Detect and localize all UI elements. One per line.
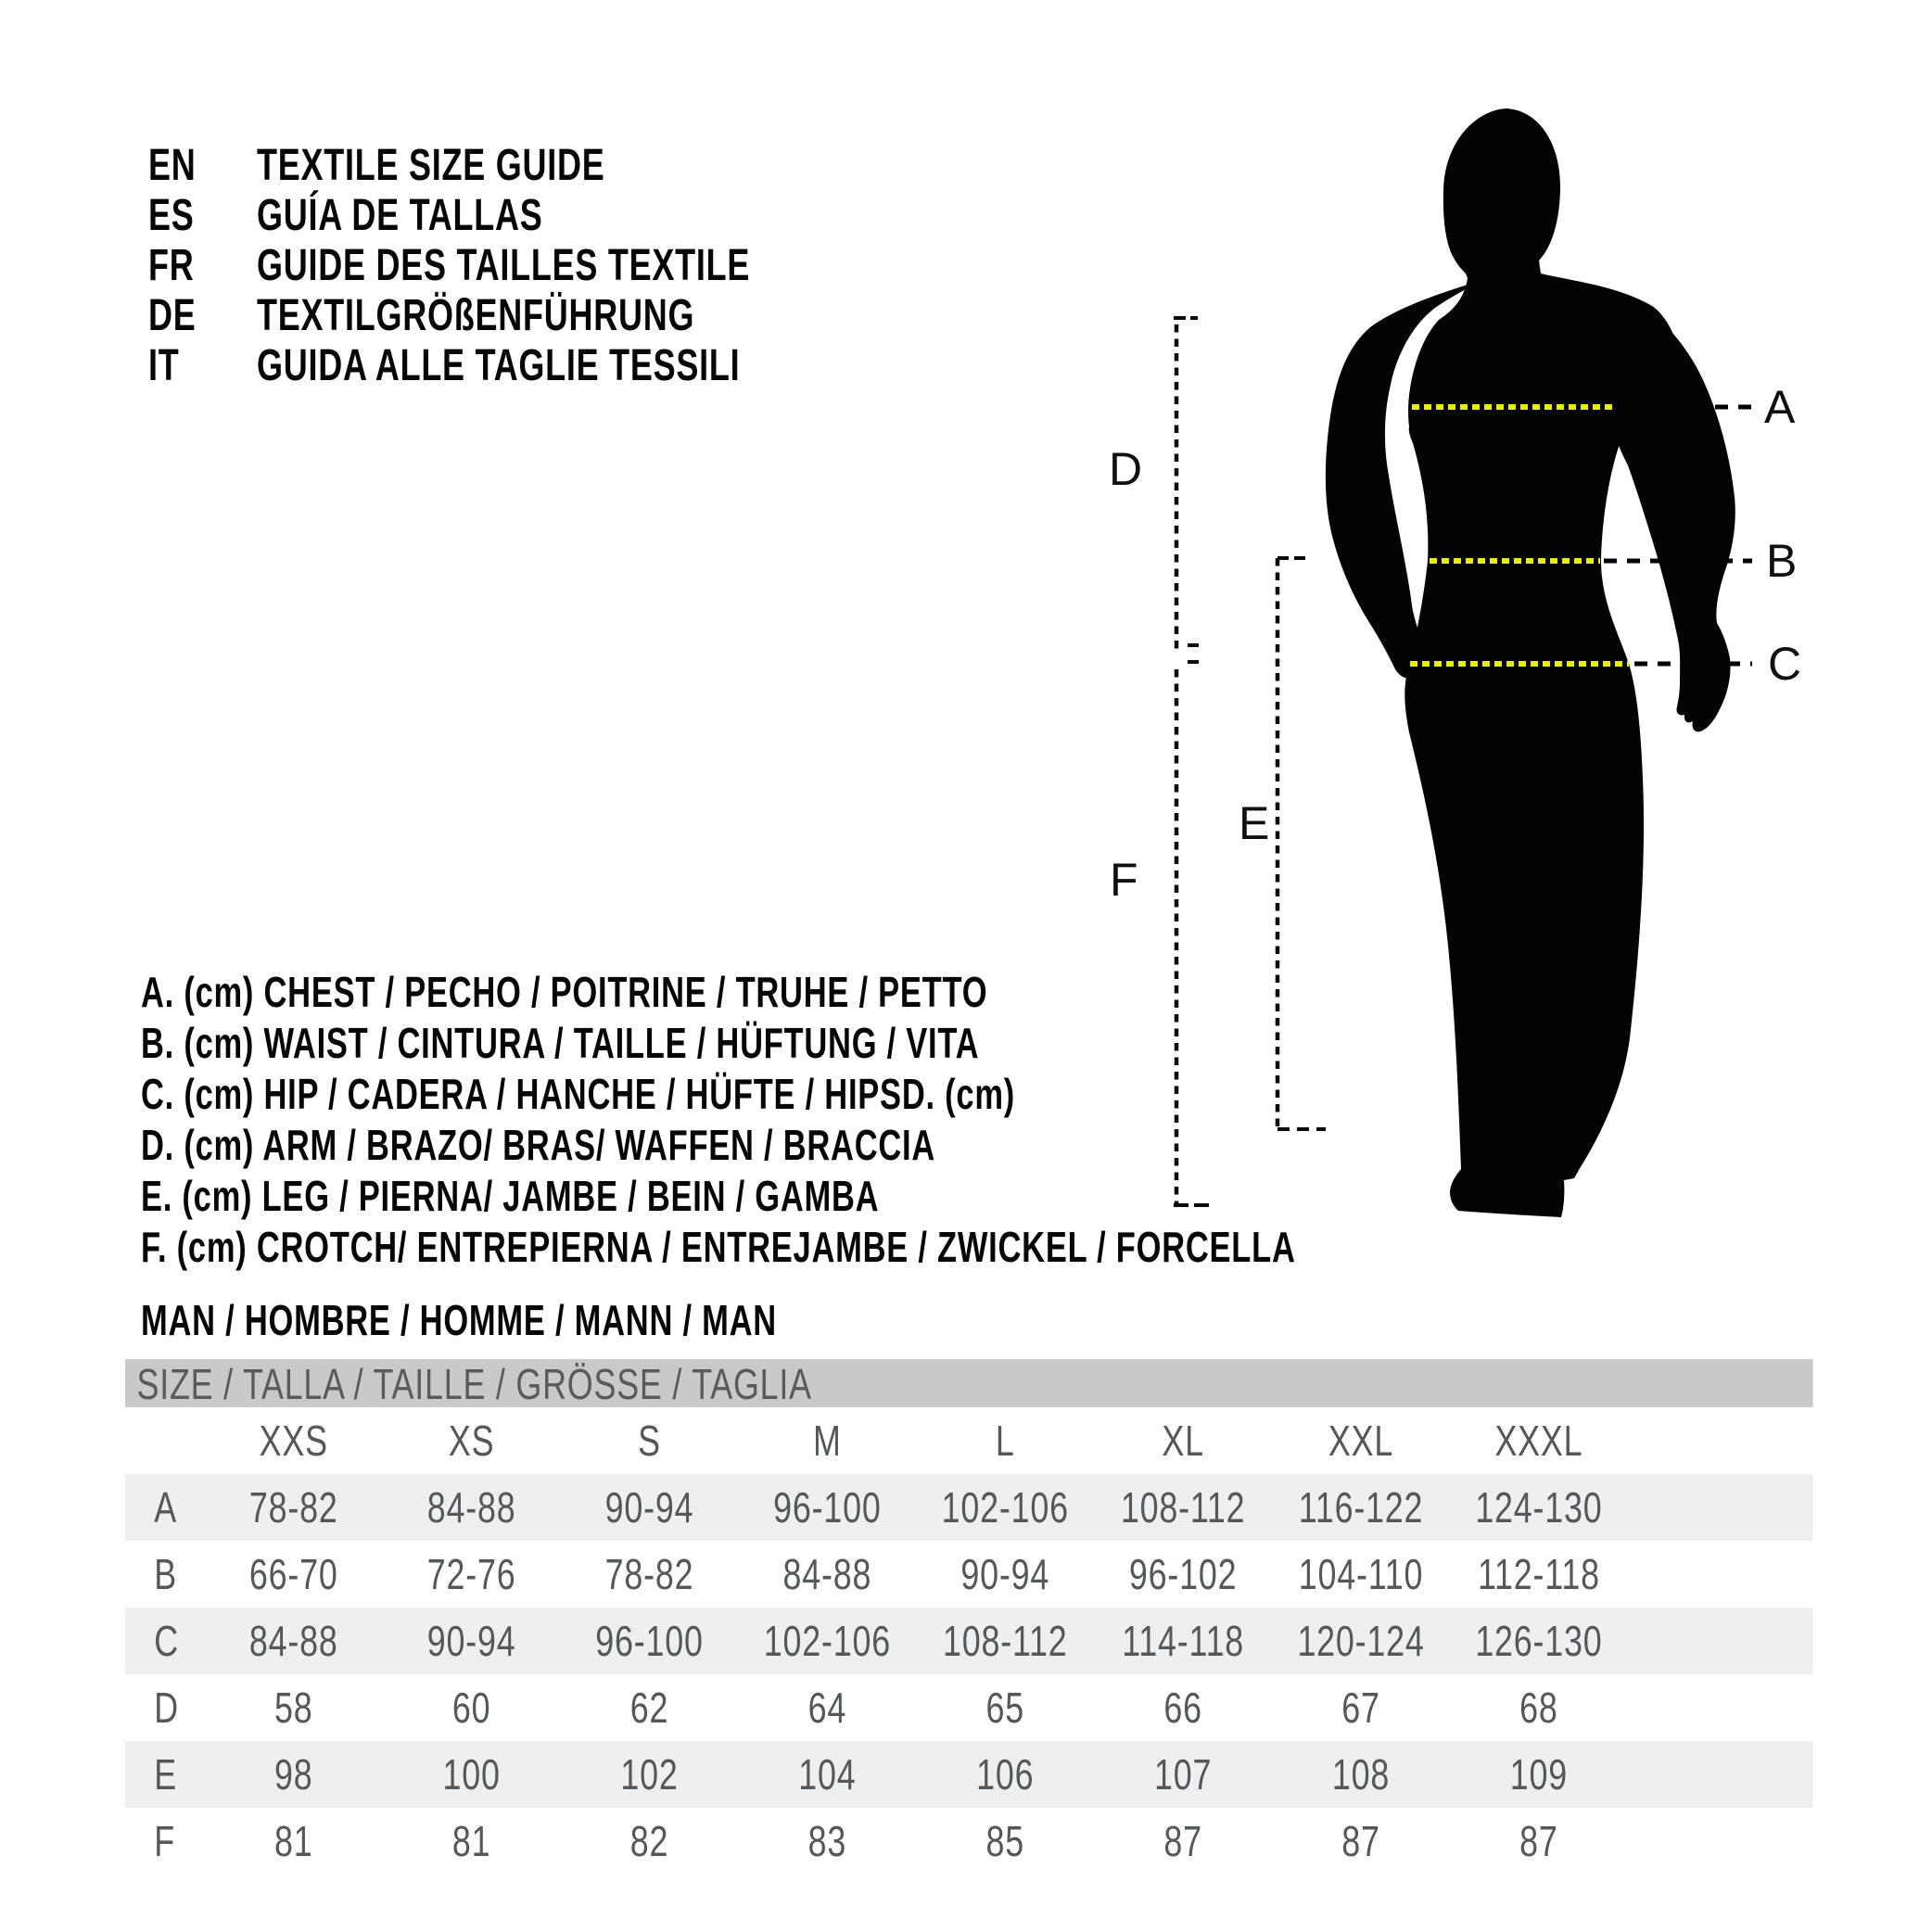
table-row-d bbox=[125, 1674, 1813, 1741]
label-e: E bbox=[1239, 797, 1270, 849]
cell: 112-118 bbox=[1477, 1550, 1600, 1598]
cell: 126-130 bbox=[1475, 1617, 1603, 1665]
cell: 65 bbox=[985, 1684, 1024, 1732]
cell: 66 bbox=[1163, 1684, 1202, 1732]
column-header-xs: XS bbox=[448, 1417, 495, 1465]
table-row-f bbox=[125, 1808, 1813, 1875]
size-diagram bbox=[1057, 74, 1836, 1252]
table-row-c bbox=[125, 1608, 1813, 1674]
cell: 72-76 bbox=[426, 1550, 516, 1598]
column-header-xxl: XXL bbox=[1328, 1417, 1394, 1465]
legend-line-crotch: F. (cm) CROTCH/ ENTREPIERNA / ENTREJAMBE / ZWICKEL / FORCELLA bbox=[141, 1223, 1296, 1271]
cell: 90-94 bbox=[960, 1550, 1050, 1598]
cell: 116-122 bbox=[1298, 1483, 1424, 1532]
category-man-label: MAN / HOMBRE / HOMME / MANN / MAN bbox=[141, 1296, 777, 1344]
language-header bbox=[148, 141, 750, 391]
cell: 68 bbox=[1519, 1684, 1558, 1732]
row-label: F bbox=[154, 1817, 175, 1865]
language-row bbox=[148, 141, 750, 191]
legend-line-chest: A. (cm) CHEST / PECHO / POITRINE / TRUHE / PETTO bbox=[141, 968, 988, 1016]
cell: 107 bbox=[1154, 1750, 1213, 1799]
cell: 84-88 bbox=[426, 1483, 516, 1532]
cell: 108 bbox=[1331, 1750, 1391, 1799]
cell: 87 bbox=[1341, 1817, 1380, 1865]
cell: 87 bbox=[1163, 1817, 1202, 1865]
vertical-dimension-lines bbox=[1174, 318, 1326, 1205]
cell: 78-82 bbox=[604, 1550, 694, 1598]
label-c: C bbox=[1768, 638, 1802, 690]
column-header-xl: XL bbox=[1162, 1417, 1204, 1465]
column-header-xxxl: XXXL bbox=[1494, 1417, 1583, 1465]
cell: 109 bbox=[1509, 1750, 1569, 1799]
cell: 102-106 bbox=[763, 1617, 891, 1665]
row-label: D bbox=[154, 1684, 179, 1732]
cell: 87 bbox=[1519, 1817, 1558, 1865]
cell: 102 bbox=[620, 1750, 679, 1799]
column-header-l: L bbox=[995, 1417, 1015, 1465]
column-header-s: S bbox=[638, 1417, 661, 1465]
cell: 120-124 bbox=[1297, 1617, 1425, 1665]
cell: 104 bbox=[798, 1750, 857, 1799]
cell: 96-100 bbox=[595, 1617, 704, 1665]
row-label: A bbox=[154, 1483, 177, 1532]
label-b: B bbox=[1766, 535, 1798, 587]
label-a: A bbox=[1764, 381, 1796, 433]
language-row bbox=[148, 341, 750, 391]
cell: 84-88 bbox=[248, 1617, 338, 1665]
cell: 64 bbox=[807, 1684, 847, 1732]
cell: 100 bbox=[442, 1750, 501, 1799]
cell: 96-100 bbox=[773, 1483, 882, 1532]
cell: 114-118 bbox=[1122, 1617, 1245, 1665]
language-code: FR bbox=[148, 241, 195, 290]
man-silhouette bbox=[1326, 108, 1735, 1217]
cell: 83 bbox=[807, 1817, 847, 1865]
language-row bbox=[148, 191, 750, 241]
cell: 82 bbox=[629, 1817, 669, 1865]
language-row bbox=[148, 291, 750, 341]
cell: 67 bbox=[1341, 1684, 1380, 1732]
cell: 85 bbox=[985, 1817, 1024, 1865]
cell: 84-88 bbox=[782, 1550, 872, 1598]
cell: 108-112 bbox=[1120, 1483, 1246, 1532]
cell: 78-82 bbox=[248, 1483, 338, 1532]
cell: 104-110 bbox=[1298, 1550, 1424, 1598]
cell: 60 bbox=[451, 1684, 491, 1732]
cell: 102-106 bbox=[941, 1483, 1069, 1532]
guide-title: GUIDA ALLE TAGLIE TESSILI bbox=[257, 341, 741, 390]
legend-line-hip: C. (cm) HIP / CADERA / HANCHE / HÜFTE / HIPSD. (cm) bbox=[141, 1070, 1016, 1118]
size-table-title: SIZE / TALLA / TAILLE / GRÖSSE / TAGLIA bbox=[125, 1359, 1813, 1407]
language-code: IT bbox=[148, 341, 180, 390]
cell: 96-102 bbox=[1128, 1550, 1238, 1598]
cell: 81 bbox=[451, 1817, 491, 1865]
column-header-m: M bbox=[813, 1417, 842, 1465]
cell: 81 bbox=[273, 1817, 313, 1865]
guide-title: GUIDE DES TAILLES TEXTILE bbox=[257, 241, 751, 290]
cell: 66-70 bbox=[248, 1550, 338, 1598]
label-d: D bbox=[1109, 443, 1143, 495]
legend-line-arm: D. (cm) ARM / BRAZO/ BRAS/ WAFFEN / BRACCIA bbox=[141, 1121, 936, 1169]
row-label: C bbox=[154, 1617, 179, 1665]
table-row-e bbox=[125, 1741, 1813, 1808]
cell: 58 bbox=[273, 1684, 313, 1732]
size-columns-row bbox=[125, 1407, 1813, 1474]
cell: 90-94 bbox=[426, 1617, 516, 1665]
guide-title: GUÍA DE TALLAS bbox=[257, 191, 543, 240]
cell: 62 bbox=[629, 1684, 669, 1732]
size-table bbox=[125, 1359, 1813, 1875]
cell: 108-112 bbox=[943, 1617, 1068, 1665]
table-row-a bbox=[125, 1474, 1813, 1541]
cell: 90-94 bbox=[604, 1483, 694, 1532]
legend-line-leg: E. (cm) LEG / PIERNA/ JAMBE / BEIN / GAMBA bbox=[141, 1172, 880, 1220]
cell: 98 bbox=[273, 1750, 313, 1799]
row-label: B bbox=[154, 1550, 177, 1598]
language-code: DE bbox=[148, 291, 197, 340]
row-label: E bbox=[154, 1750, 177, 1799]
cell: 106 bbox=[976, 1750, 1035, 1799]
language-code: ES bbox=[148, 191, 195, 240]
table-row-b bbox=[125, 1541, 1813, 1608]
label-f: F bbox=[1110, 854, 1138, 906]
guide-title: TEXTILE SIZE GUIDE bbox=[257, 141, 605, 190]
legend-line-waist: B. (cm) WAIST / CINTURA / TAILLE / HÜFTUNG / VITA bbox=[141, 1019, 980, 1067]
column-header-xxs: XXS bbox=[259, 1417, 328, 1465]
language-row bbox=[148, 241, 750, 291]
language-code: EN bbox=[148, 141, 197, 190]
guide-title: TEXTILGRÖßENFÜHRUNG bbox=[257, 291, 695, 340]
cell: 124-130 bbox=[1475, 1483, 1603, 1532]
